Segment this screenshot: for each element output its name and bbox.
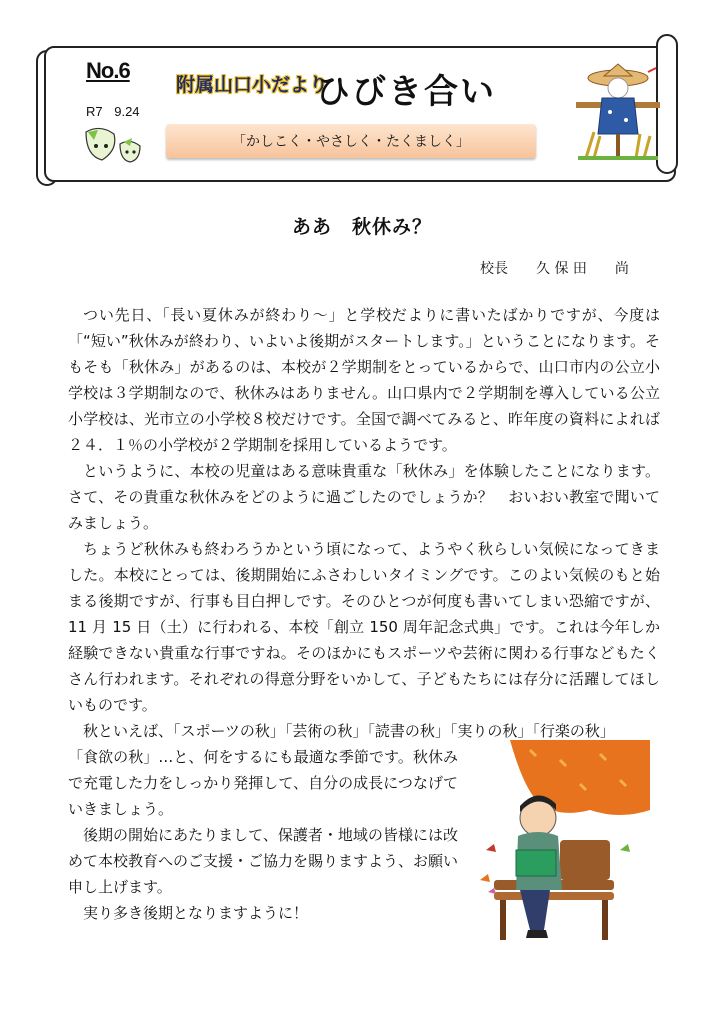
paragraph: というように、本校の児童はある意味貴重な「秋休み」を体験したことになります。さて、その貴重な秋休みをどのように過ごしたのでしょうか？ おいおい教室で聞いてみましょう。 <box>68 462 660 532</box>
paragraph: 秋といえば、「スポーツの秋」「芸術の秋」「読書の秋」「実りの秋」「行楽の秋」 <box>83 722 615 740</box>
school-name: 附属山口小だより <box>176 74 329 96</box>
motto-text: 「かしこく・やさしく・たくましく」 <box>232 134 470 150</box>
paragraph: ちょうど秋休みも終わろうかという頃になって、ようやく秋らしい気候になってきました。本校にとっては、後期開始にふさわしいタイミングです。このよい気候のもと始まる後期ですが、行事も目白押しです。そのひとつが何度も書いてしまい恐縮ですが、11 月 15 日（土）に行われる、本校「創立 150 周年記念式典」です。これは今年しか経験できない貴重な行事ですね。そのほかにもスポーツや芸術に関わる行事などもたくさん行われます。それぞれの得意分野をいかして、子どもたちには存分に活躍してほしいものです。 <box>68 540 660 714</box>
issue-date: R7 9.24 <box>86 104 140 119</box>
reading-boy-icon <box>470 740 650 960</box>
mascot-icon <box>84 126 144 166</box>
paragraph: 実り多き後期となりますように！ <box>83 904 309 922</box>
issue-number: No.6 <box>86 58 130 83</box>
motto-box <box>166 124 536 158</box>
paragraph: 「食欲の秋」…と、何をするにも最適な季節です。秋休みで充電した力をしっかり発揮して、自分の成長につなげていきましょう。 <box>68 748 458 818</box>
author-line: 校長 久 保 田 尚 <box>480 261 629 277</box>
scarecrow-icon <box>574 62 664 162</box>
newsletter-title: ひびき合い <box>316 72 496 112</box>
paragraph: 後期の開始にあたりまして、保護者・地域の皆様には改めて本校教育へのご支援・ご協力を賜りますよう、お願い申し上げます。 <box>68 826 459 896</box>
paragraph: つい先日、「長い夏休みが終わり～」と学校だよりに書いたばかりですが、今度は「“短い”秋休みが終わり、いよいよ後期がスタートします。」ということになります。そもそも「秋休み」があるのは、本校が２学期制をとっているからで、山口市内の公立小学校は３学期制なので、秋休みはありません。山口県内で２学期制を導入している公立小学校は、光市立の小学校８校だけです。全国で調べてみると、昨年度の資料によれば２４．１％の小学校が２学期制を採用しているようです。 <box>68 306 660 454</box>
article-title: ああ 秋休み？ <box>291 216 432 238</box>
